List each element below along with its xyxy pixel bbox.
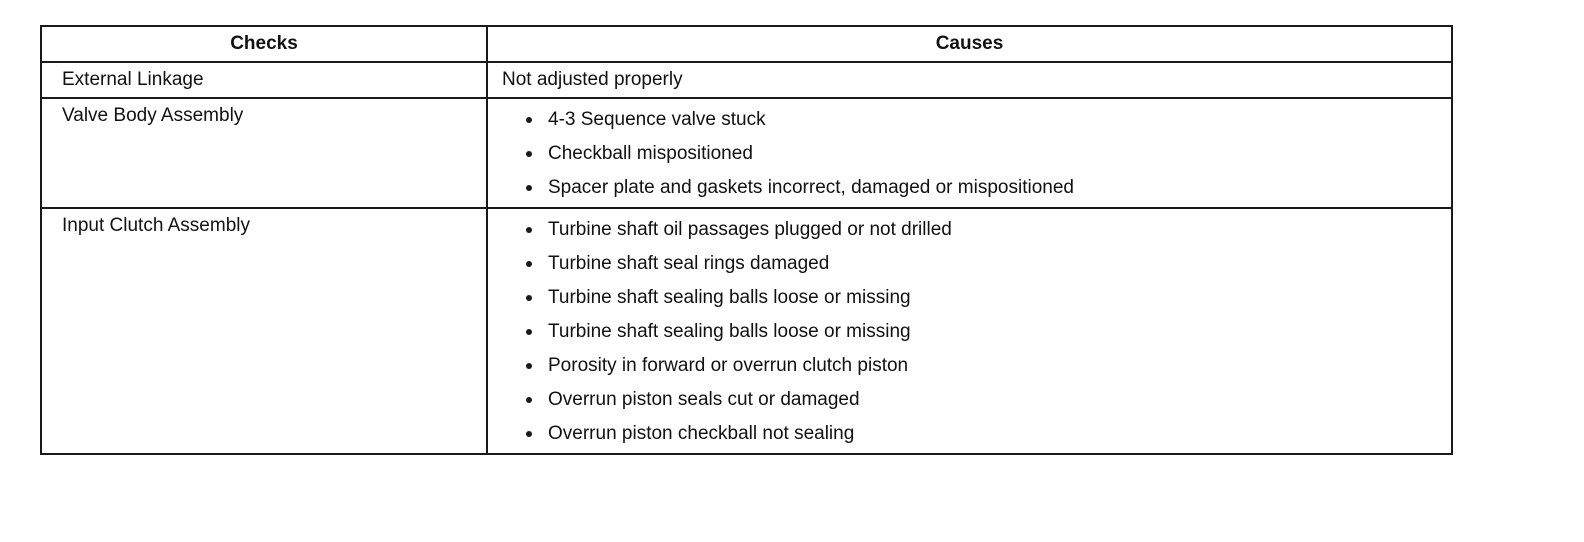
cause-text: Porosity in forward or overrun clutch piston <box>548 355 909 376</box>
cause-text: Checkball mispositioned <box>548 143 753 164</box>
cause-cell <box>487 98 1452 208</box>
list-item <box>488 137 1451 171</box>
table-row <box>41 98 1452 208</box>
bullet-icon <box>526 261 532 267</box>
check-cell: External Linkage <box>41 62 487 98</box>
list-item <box>488 349 1451 383</box>
bullet-icon <box>526 363 532 369</box>
check-cell: Valve Body Assembly <box>41 98 487 208</box>
header-row <box>41 26 1452 62</box>
cause-text: Overrun piston seals cut or damaged <box>548 389 860 410</box>
causes-list <box>488 209 1451 453</box>
list-item <box>488 103 1451 137</box>
diagnosis-table <box>40 25 1453 455</box>
bullet-icon <box>526 117 532 123</box>
bullet-icon <box>526 397 532 403</box>
bullet-icon <box>526 329 532 335</box>
list-item <box>488 171 1451 205</box>
list-item <box>488 383 1451 417</box>
bullet-icon <box>526 227 532 233</box>
list-item <box>488 315 1451 349</box>
causes-list <box>488 99 1451 207</box>
bullet-icon <box>526 431 532 437</box>
cause-text: Turbine shaft seal rings damaged <box>548 253 830 274</box>
bullet-icon <box>526 295 532 301</box>
list-item <box>488 417 1451 451</box>
list-item <box>488 281 1451 315</box>
checks-header: Checks <box>41 26 487 62</box>
cause-cell <box>487 208 1452 454</box>
cause-text: Spacer plate and gaskets incorrect, damaged or mispositioned <box>548 177 1074 198</box>
list-item <box>488 213 1451 247</box>
cause-text: Turbine shaft oil passages plugged or not drilled <box>548 219 952 240</box>
cause-text: Turbine shaft sealing balls loose or missing <box>548 321 911 342</box>
check-cell: Input Clutch Assembly <box>41 208 487 454</box>
bullet-icon <box>526 185 532 191</box>
causes-header: Causes <box>487 26 1452 62</box>
bullet-icon <box>526 151 532 157</box>
cause-text: 4-3 Sequence valve stuck <box>548 109 766 130</box>
table-row <box>41 208 1452 454</box>
cause-text: Overrun piston checkball not sealing <box>548 423 855 444</box>
cause-text: Turbine shaft sealing balls loose or missing <box>548 287 911 308</box>
cause-cell: Not adjusted properly <box>487 62 1452 98</box>
list-item <box>488 247 1451 281</box>
table-row <box>41 62 1452 98</box>
